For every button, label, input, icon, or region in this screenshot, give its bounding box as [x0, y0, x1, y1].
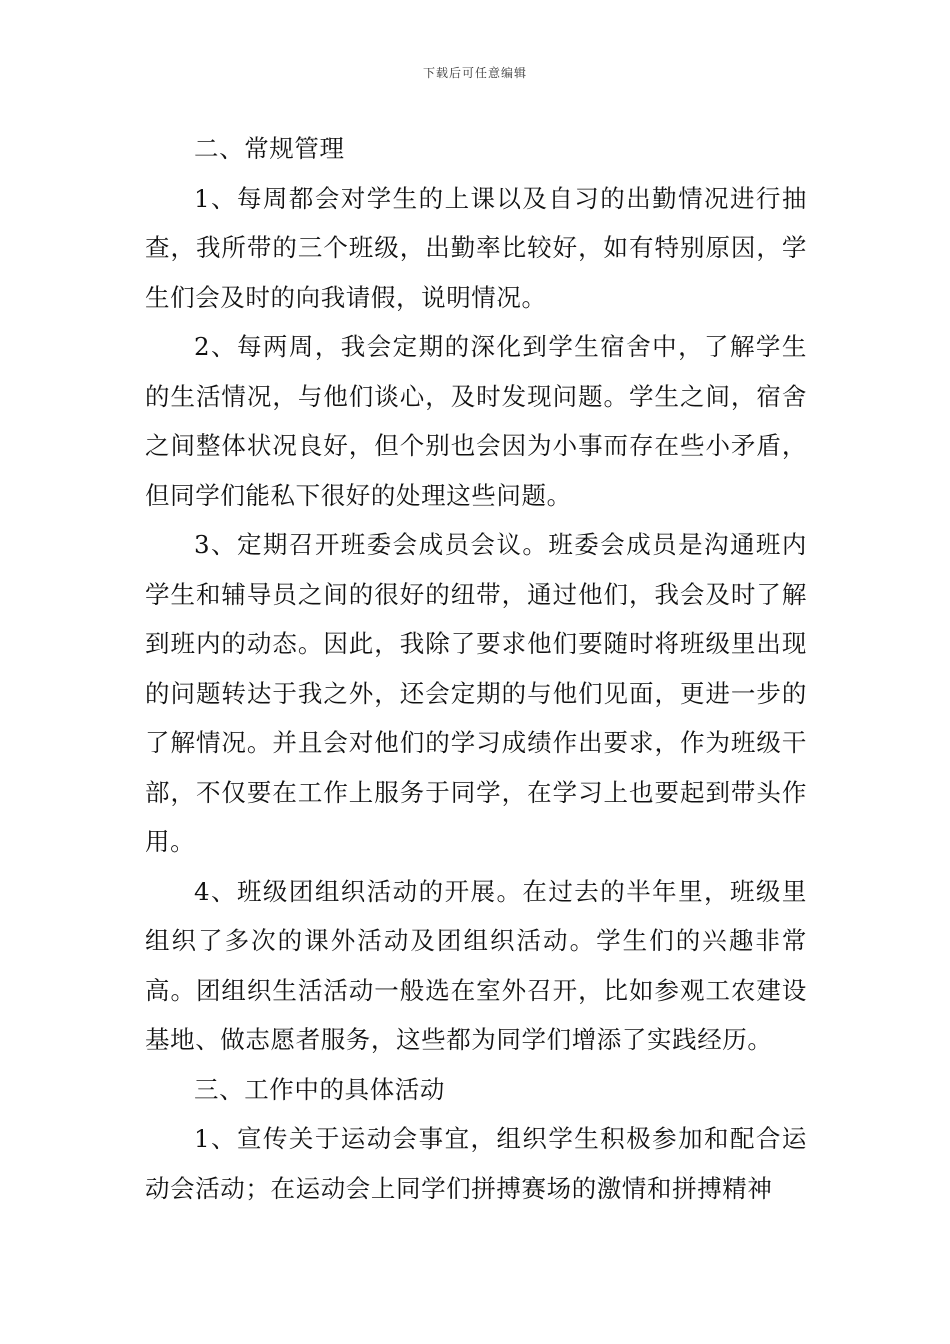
paragraph-dormitory-visits: 2、每两周，我会定期的深化到学生宿舍中，了解学生的生活情况，与他们谈心，及时发现问题。学生之间，宿舍之间整体状况良好，但个别也会因为小事而存在些小矛盾，但同学们能私下很好的处理这些问题。 — [145, 332, 807, 510]
paragraph-committee-meetings: 3、定期召开班委会成员会议。班委会成员是沟通班内学生和辅导员之间的很好的纽带，通过他们，我会及时了解到班内的动态。因此，我除了要求他们要随时将班级里出现的问题转达于我之外，还会定期的与他们见面，更进一步的了解情况。并且会对他们的学习成绩作出要求，作为班级干部，不仅要在工作上服务于同学，在学习上也要起到带头作用。 — [145, 530, 807, 856]
paragraph-sports-meeting: 1、宣传关于运动会事宜，组织学生积极参加和配合运动会活动；在运动会上同学们拼搏赛场的激情和拼搏精神 — [145, 1124, 807, 1203]
document-body — [145, 124, 807, 1213]
section-heading-routine-management: 二、常规管理 — [194, 134, 345, 163]
section-heading-specific-activities: 三、工作中的具体活动 — [194, 1074, 445, 1104]
page-header: 下载后可任意编辑 — [422, 66, 527, 80]
paragraph-league-activities: 4、班级团组织活动的开展。在过去的半年里，班级里组织了多次的课外活动及团组织活动。学生们的兴趣非常高。团组织生活活动一般选在室外召开，比如参观工农建设基地、做志愿者服务，这些都为同学们增添了实践经历。 — [145, 876, 807, 1054]
paragraph-attendance: 1、每周都会对学生的上课以及自习的出勤情况进行抽查，我所带的三个班级，出勤率比较好，如有特别原因，学生们会及时的向我请假，说明情况。 — [145, 183, 807, 312]
